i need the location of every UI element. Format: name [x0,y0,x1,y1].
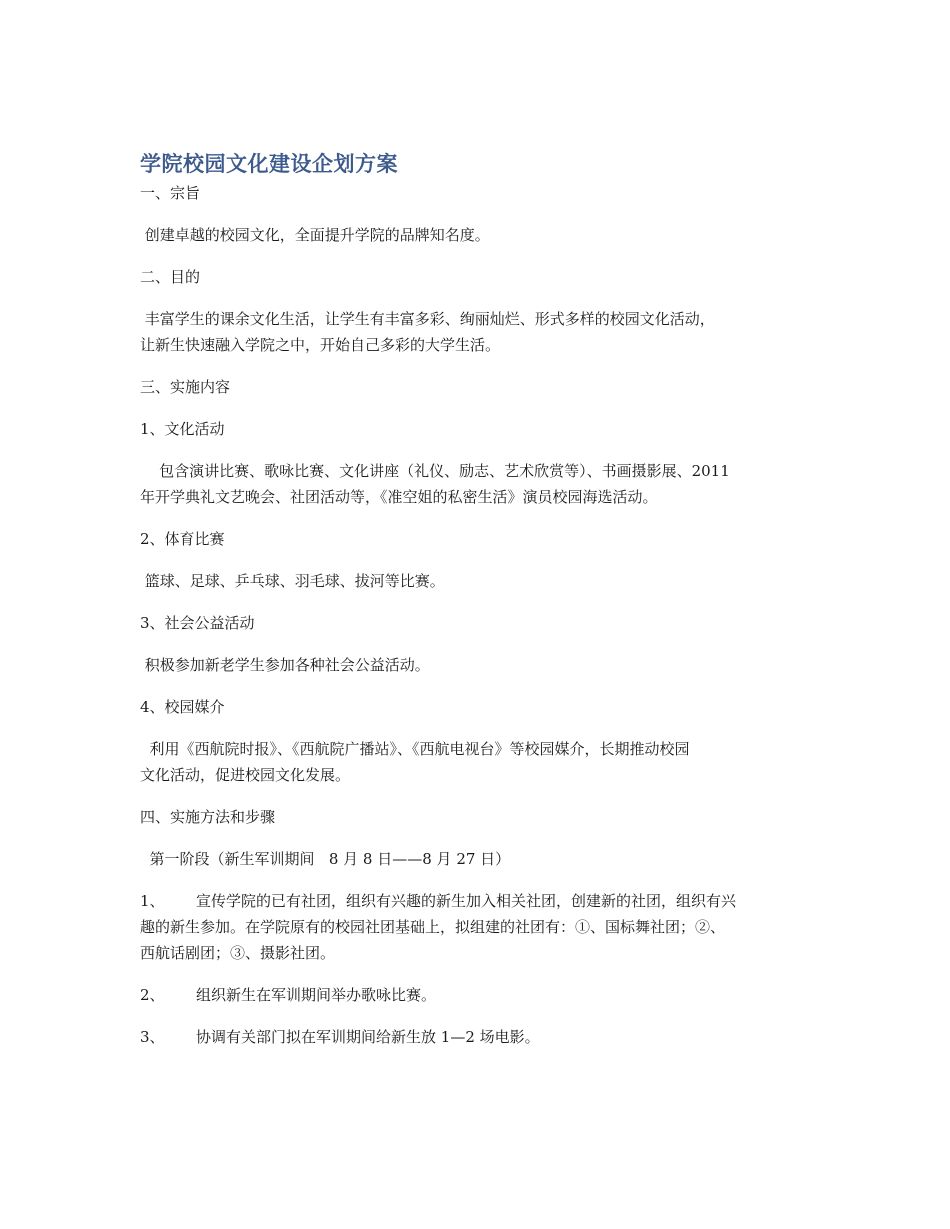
text-campus-media-line1: 利用《西航院时报》、《西航院广播站》、《西航电视台》等校园媒介，长期推动校园 [140,740,690,758]
text-public-welfare: 积极参加新老学生参加各种社会公益活动。 [140,656,430,674]
subheading-culture-activities: 1、文化活动 [140,420,225,438]
text-sports: 篮球、足球、乒乓球、羽毛球、拔河等比赛。 [140,572,445,590]
text-campus-media-line2: 文化活动，促进校园文化发展。 [140,766,351,784]
list-item-text-line1: 组织新生在军训期间举办歌咏比赛。 [196,986,437,1004]
subheading-public-welfare: 3、社会公益活动 [140,614,255,632]
document-title: 学院校园文化建设企划方案 [140,152,398,176]
list-item-text-line1: 协调有关部门拟在军训期间给新生放 1—2 场电影。 [196,1028,540,1046]
list-item [140,888,812,966]
section-text-goal-line1: 丰富学生的课余文化生活，让学生有丰富多彩、绚丽灿烂、形式多样的校园文化活动， [140,310,715,328]
list-item-text-line2: 趣的新生参加。在学院原有的校园社团基础上，拟组建的社团有：①、国标舞社团；②、 [140,918,726,936]
list-item-text-line3: 西航话剧团；③、摄影社团。 [140,944,336,962]
list-item-text-line1: 宣传学院的已有社团，组织有兴趣的新生加入相关社团，创建新的社团，组织有兴 [196,892,737,910]
section-text-goal-line2: 让新生快速融入学院之中，开始自己多彩的大学生活。 [140,336,501,354]
section-heading-content: 三、实施内容 [140,378,231,396]
text-culture-activities-line2: 年开学典礼文艺晚会、社团活动等，《准空姐的私密生活》演员校园海选活动。 [140,488,658,506]
text-culture-activities-line1: 包含演讲比赛、歌咏比赛、文化讲座（礼仪、励志、艺术欣赏等）、书画摄影展、2011 [140,462,730,480]
list-item-number: 1、 [140,892,165,910]
section-heading-methods: 四、实施方法和步骤 [140,808,276,826]
list-item-number: 3、 [140,1028,165,1046]
section-heading-purpose: 一、宗旨 [140,184,201,202]
subheading-campus-media: 4、校园媒介 [140,698,225,716]
stage-one-heading: 第一阶段（新生军训期间 8 月 8 日——8 月 27 日） [140,850,511,868]
section-heading-goal: 二、目的 [140,268,201,286]
document-page [140,150,812,1050]
list-item [140,1024,812,1050]
list-item-number: 2、 [140,986,165,1004]
section-text-purpose: 创建卓越的校园文化，全面提升学院的品牌知名度。 [140,226,490,244]
subheading-sports: 2、体育比赛 [140,530,225,548]
list-item [140,982,812,1008]
